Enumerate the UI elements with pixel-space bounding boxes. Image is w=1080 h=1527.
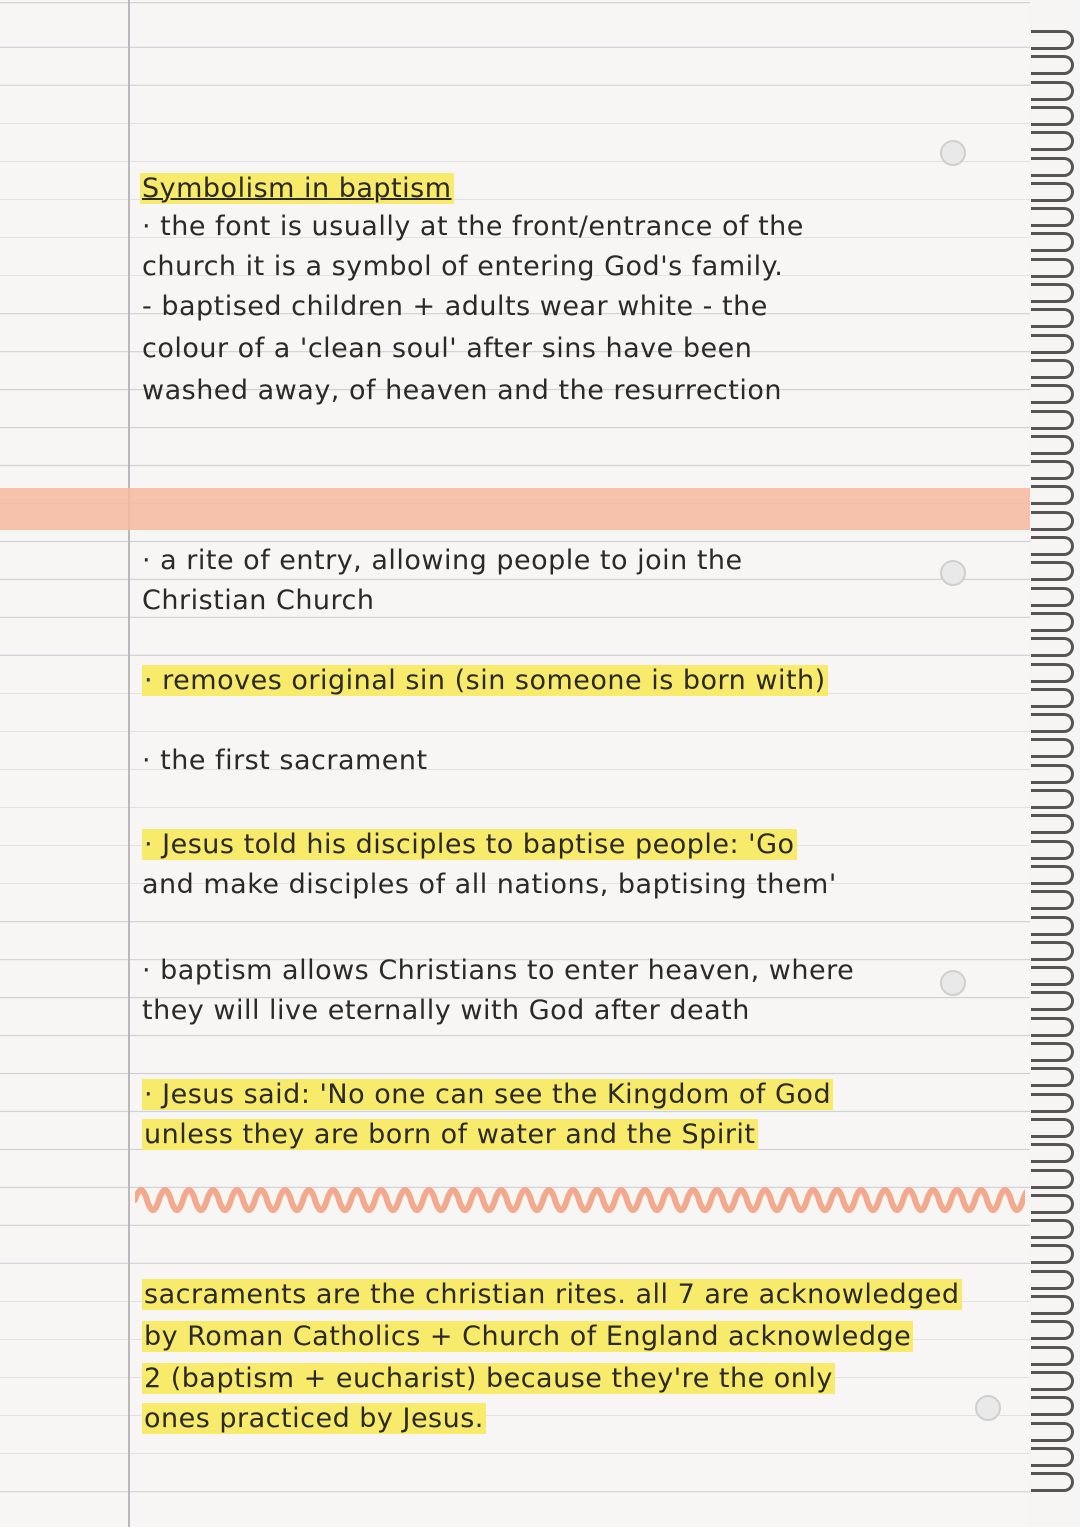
sacraments-line: ones practiced by Jesus. [144,1403,484,1434]
spiral-coil [1031,587,1074,607]
spiral-coil [1031,764,1074,784]
heading: Symbolism in baptism [142,173,452,204]
symbolism-line: washed away, of heaven and the resurrection [142,375,782,406]
spiral-coil [1031,1346,1074,1366]
spiral-coil [1031,485,1074,505]
spiral-coil [1031,966,1074,986]
spiral-coil [1031,536,1074,556]
spiral-coil [1031,1118,1074,1138]
symbolism-line: colour of a 'clean soul' after sins have been [142,333,753,364]
margin-line [128,0,130,1527]
spiral-coil [1031,1143,1074,1163]
spiral-coil [1031,359,1074,379]
spiral-coil [1031,308,1074,328]
wavy-divider [135,1175,1025,1225]
spiral-coil [1031,1244,1074,1264]
punch-hole [940,970,966,996]
spiral-coil [1031,1219,1074,1239]
spiral-coil [1031,157,1074,177]
spiral-coil [1031,814,1074,834]
highlight-band-divider [0,488,1030,530]
spiral-coil [1031,106,1074,126]
symbolism-line: · the font is usually at the front/entrance of the [142,211,804,242]
spiral-coil [1031,207,1074,227]
point-line: and make disciples of all nations, baptising them' [142,869,837,900]
spiral-coil [1031,460,1074,480]
spiral-coil [1031,30,1074,50]
spiral-coil [1031,1295,1074,1315]
spiral-coil [1031,789,1074,809]
spiral-coil [1031,384,1074,404]
spiral-coil [1031,1017,1074,1037]
spiral-coil [1031,637,1074,657]
spiral-coil [1031,1169,1074,1189]
point-line: they will live eternally with God after death [142,995,750,1026]
spiral-coil [1031,334,1074,354]
spiral-binding [1030,30,1080,1510]
spiral-coil [1031,1371,1074,1391]
spiral-coil [1031,941,1074,961]
spiral-coil [1031,991,1074,1011]
spiral-coil [1031,1067,1074,1087]
spiral-coil [1031,131,1074,151]
spiral-coil [1031,561,1074,581]
point-line: · a rite of entry, allowing people to join the [142,545,743,576]
spiral-coil [1031,410,1074,430]
spiral-coil [1031,663,1074,683]
spiral-coil [1031,55,1074,75]
spiral-coil [1031,1472,1074,1492]
point-line: Christian Church [142,585,375,616]
punch-hole [975,1395,1001,1421]
spiral-coil [1031,1194,1074,1214]
spiral-coil [1031,1270,1074,1290]
point-line: · baptism allows Christians to enter heaven, where [142,955,855,986]
spiral-coil [1031,840,1074,860]
spiral-coil [1031,713,1074,733]
spiral-coil [1031,1447,1074,1467]
spiral-coil [1031,738,1074,758]
spiral-coil [1031,81,1074,101]
spiral-coil [1031,890,1074,910]
punch-hole [940,140,966,166]
spiral-coil [1031,1320,1074,1340]
spiral-coil [1031,283,1074,303]
spiral-coil [1031,435,1074,455]
point-line: · removes original sin (sin someone is born with) [144,665,826,696]
sacraments-line: sacraments are the christian rites. all 7 are acknowledged [144,1279,960,1310]
point-line: · Jesus told his disciples to baptise people: 'Go [144,829,795,860]
spiral-coil [1031,1042,1074,1062]
spiral-coil [1031,865,1074,885]
spiral-coil [1031,612,1074,632]
punch-hole [940,560,966,586]
point-line: · Jesus said: 'No one can see the Kingdom of God [144,1079,832,1110]
spiral-coil [1031,258,1074,278]
spiral-coil [1031,182,1074,202]
spiral-coil [1031,1396,1074,1416]
spiral-coil [1031,916,1074,936]
symbolism-line: church it is a symbol of entering God's family. [142,251,784,282]
symbolism-line: - baptised children + adults wear white - the [142,291,768,322]
sacraments-line: by Roman Catholics + Church of England acknowledge [144,1321,912,1352]
sacraments-line: 2 (baptism + eucharist) because they're the only [144,1363,833,1394]
point-line: · the first sacrament [142,745,428,776]
spiral-coil [1031,688,1074,708]
point-line: unless they are born of water and the Spirit [144,1119,756,1150]
spiral-coil [1031,1422,1074,1442]
spiral-coil [1031,511,1074,531]
spiral-coil [1031,1093,1074,1113]
spiral-coil [1031,232,1074,252]
